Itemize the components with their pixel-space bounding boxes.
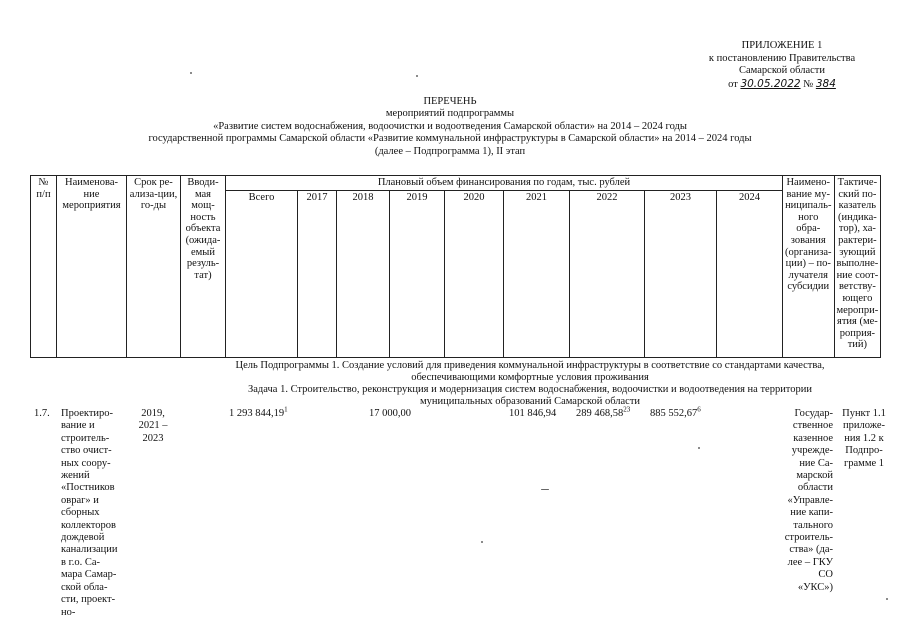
scan-speck xyxy=(190,72,192,74)
row-indicator-line: Пункт 1.1 xyxy=(842,408,886,419)
header-capacity: Вводи-мая мощ-ность объекта (ожида-емый резуль-тат) xyxy=(181,176,226,358)
row-recipient xyxy=(781,408,833,594)
row-name-line: ных соору- xyxy=(61,457,111,469)
header-year-2017: 2017 xyxy=(298,190,337,357)
row-term-line: 2023 xyxy=(142,432,164,444)
row-recipient-line: казенное xyxy=(793,432,833,444)
row-name xyxy=(61,408,125,619)
scan-speck xyxy=(541,489,549,490)
header-table xyxy=(30,175,881,358)
title-line-2: мероприятий подпрограммы xyxy=(385,108,515,120)
header-year-2024: 2024 xyxy=(717,190,783,357)
row-name-line: жений xyxy=(61,470,90,482)
annex-num-prefix: № xyxy=(803,78,814,90)
row-name-line: коллекторов xyxy=(61,519,116,531)
title-line-5: (далее – Подпрограмма 1), II этап xyxy=(374,145,526,157)
footnote-mark: 1 xyxy=(284,405,288,414)
row-total xyxy=(229,405,288,420)
annex-line-3: Самарской области xyxy=(739,65,825,76)
row-name-line: мара Самар- xyxy=(61,569,117,581)
row-value-2022-text: 289 468,58 xyxy=(576,408,624,419)
row-number: 1.7. xyxy=(34,408,50,419)
row-recipient-line: ние Са- xyxy=(799,457,833,469)
header-recipient: Наимено-вание му-ниципаль-ного обра-зования (организа-ции) – по-лучателя субсидии xyxy=(783,176,835,358)
row-recipient-line: строитель- xyxy=(784,532,833,544)
row-name-line: сти, проект- xyxy=(61,594,116,606)
row-indicator-line: приложе- xyxy=(843,420,885,432)
header-year-2019: 2019 xyxy=(390,190,445,357)
row-recipient-line: ства» (да- xyxy=(789,544,833,556)
header-indicator: Тактиче-ский по-казатель (индика-тор), ха-рактери-зующий выполне-ние соот-ветству-ющего меропри-ятия (ме-роприя-тий) xyxy=(834,176,881,358)
title-line-3: «Развитие систем водоснабжения, водоочистки и водоотведения Самарской области» на 2014 – 2024 годы xyxy=(213,120,687,132)
row-value-2022 xyxy=(576,405,631,420)
row-name-line: в г.о. Са- xyxy=(61,556,100,568)
task-line-1: Задача 1. Строительство, реконструкция и модернизация систем водоснабжения, водоочистки и водоотведения на территории xyxy=(248,384,812,395)
scan-speck xyxy=(481,541,483,543)
row-recipient-line: области xyxy=(797,482,833,494)
title-line-4: государственной программы Самарской области «Развитие коммунальной инфраструктуры в Самарской области» на 2014 – 2024 годы xyxy=(148,133,752,145)
header-name: Наименова-ние мероприятия xyxy=(57,176,127,358)
scan-speck xyxy=(416,75,418,77)
row-indicator-line: Подпро- xyxy=(845,445,883,457)
row-recipient-line: ственное xyxy=(792,420,833,432)
header-num: № п/п xyxy=(31,176,57,358)
row-recipient-line: учрежде- xyxy=(791,445,833,457)
row-name-line: Проектиро- xyxy=(61,408,114,419)
row-name-line: канализации xyxy=(61,544,118,556)
row-total-value: 1 293 844,19 xyxy=(229,408,285,419)
row-recipient-line: ние капи- xyxy=(790,507,833,519)
row-recipient-line: лее – ГКУ xyxy=(787,556,833,568)
annex-title: ПРИЛОЖЕНИЕ 1 xyxy=(741,40,823,51)
row-indicator-line: грамме 1 xyxy=(843,457,885,469)
row-name-line: строитель- xyxy=(61,432,110,444)
header-year-2022: 2022 xyxy=(570,190,645,357)
row-value-2021: 101 846,94 xyxy=(509,408,557,419)
row-name-line: ство очист- xyxy=(61,445,112,457)
row-name-line: сборных xyxy=(61,507,100,519)
footnote-mark: 23 xyxy=(623,405,631,414)
annex-line-2: к постановлению Правительства xyxy=(708,52,856,64)
document-title xyxy=(90,96,810,158)
row-name-line: ской обла- xyxy=(61,581,108,593)
row-name-line: «Постников xyxy=(61,482,115,494)
header-year-2020: 2020 xyxy=(445,190,504,357)
title-line-1: ПЕРЕЧЕНЬ xyxy=(423,96,477,107)
scan-speck xyxy=(886,598,888,600)
row-recipient-line: СО xyxy=(818,569,833,581)
row-recipient-line: тального xyxy=(793,519,833,531)
row-term-line: 2019, xyxy=(141,408,165,419)
footnote-mark: 6 xyxy=(697,405,701,414)
annex-block xyxy=(682,40,882,91)
row-recipient-line: Государ- xyxy=(794,408,833,419)
row-term-line: 2021 – xyxy=(138,420,168,432)
row-value-2019: 17 000,00 xyxy=(369,408,411,419)
handwritten-date: 30.05.2022 xyxy=(740,77,801,90)
task-line-2: муниципальных образований Самарской области xyxy=(419,396,641,407)
row-recipient-line: «УКС») xyxy=(797,581,833,593)
header-year-2021: 2021 xyxy=(504,190,570,357)
row-value-2023 xyxy=(650,405,701,420)
goal-line-1: Цель Подпрограммы 1. Создание условий для приведения коммунальной инфраструктуры в соответствие со стандартами качества, xyxy=(235,360,825,371)
row-indicator-line: ния 1.2 к xyxy=(844,432,884,444)
row-value-2023-text: 885 552,67 xyxy=(650,408,698,419)
row-recipient-line: «Управле- xyxy=(787,494,833,506)
annex-date-line xyxy=(682,78,882,92)
header-year-2018: 2018 xyxy=(337,190,390,357)
row-name-line: овраг» и xyxy=(61,494,99,506)
row-name-line: но- xyxy=(61,606,76,618)
row-name-line: вание и xyxy=(61,420,95,432)
header-plan: Плановый объем финансирования по годам, тыс. рублей xyxy=(226,176,783,191)
header-term: Срок ре-ализа-ции, го-ды xyxy=(127,176,181,358)
goal-block xyxy=(210,360,850,408)
header-year-total: Всего xyxy=(226,190,298,357)
header-year-2023: 2023 xyxy=(645,190,717,357)
row-recipient-line: марской xyxy=(796,470,833,482)
row-term xyxy=(129,408,177,445)
annex-from-prefix: от xyxy=(728,78,738,90)
row-name-line: дождевой xyxy=(61,532,105,544)
scan-speck xyxy=(698,447,700,449)
handwritten-number: 384 xyxy=(815,77,836,90)
goal-line-2: обеспечивающими комфортные условия проживания xyxy=(411,372,649,383)
row-indicator xyxy=(839,408,889,470)
